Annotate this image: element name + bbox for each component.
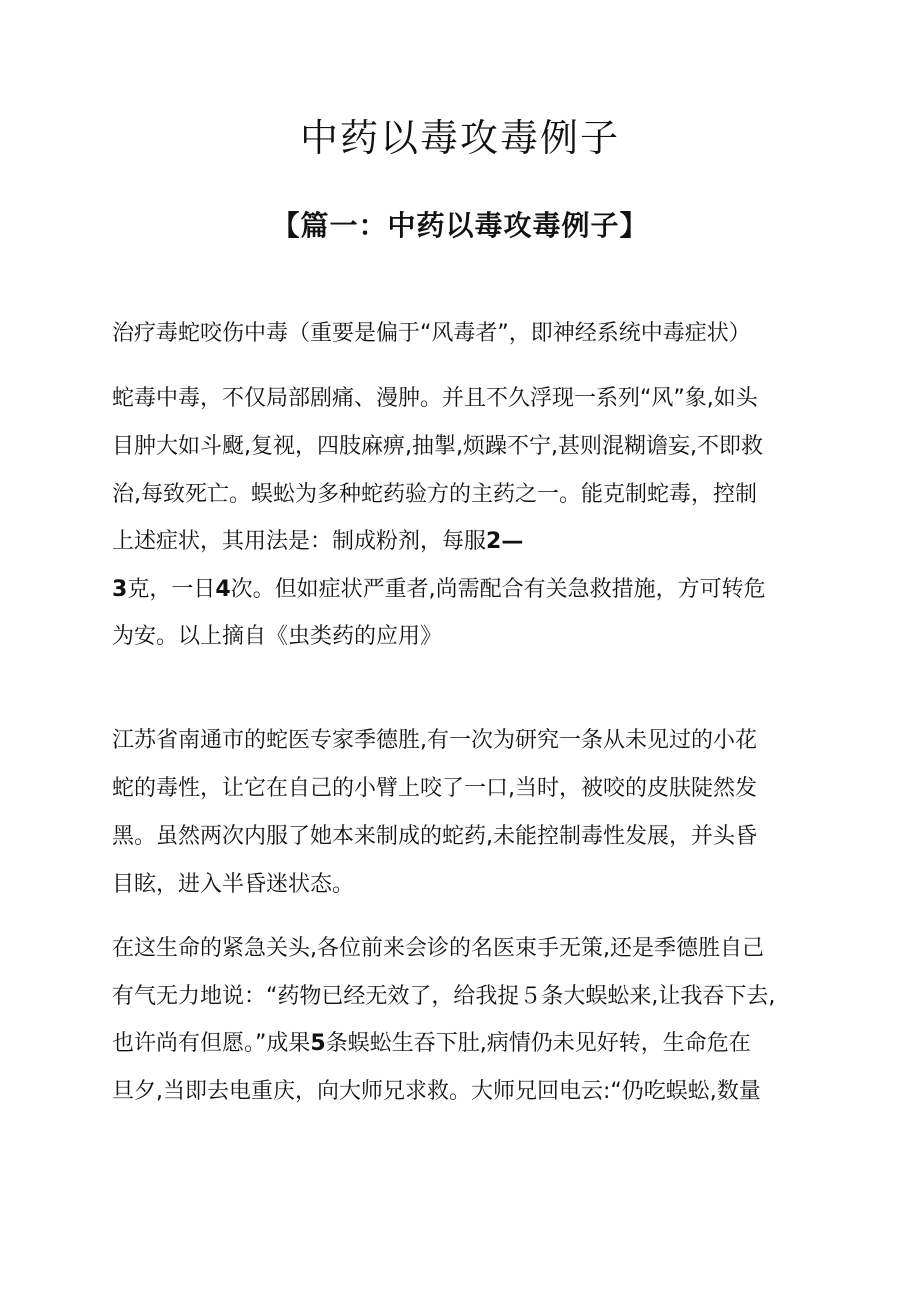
section-heading: 治疗毒蛇咬伤中毒（重要是偏于“风毒者”，即神经系统中毒症状）	[112, 321, 751, 346]
paragraph-line: 有气无力地说：“药物已经无效了，给我捉５条大蜈蚣来,让我吞下去,	[112, 984, 776, 1009]
dose-range: 2—	[486, 529, 524, 554]
paragraph-line	[112, 574, 766, 606]
paragraph-line: 目肿大如斗颬,复视，四肢麻痹,抽掣,烦躁不宁,甚则混糊谵妄,不即救	[112, 434, 763, 459]
text-run: 克，一日	[127, 577, 216, 602]
document-subtitle: 【篇一：中药以毒攻毒例子】	[271, 209, 649, 242]
dose-value: 3	[112, 577, 128, 602]
text-run: 上述症状，其用法是：制成粉剂，每服	[112, 529, 487, 554]
paragraph-line: 黑。虽然两次内服了她本来制成的蛇药,未能控制毒性发展，并头昏	[112, 824, 757, 849]
paragraph-line: 蛇的毒性，让它在自己的小臂上咬了一口,当时，被咬的皮肤陡然发	[112, 776, 757, 801]
text-run: 条蜈蚣生吞下肚,病情仍未见好转，生命危在	[325, 1031, 751, 1056]
centipede-count: 5	[310, 1031, 326, 1056]
text-run: 也许尚有但愿。”成果	[112, 1031, 311, 1056]
paragraph-line: 为安。以上摘自《虫类药的应用》	[112, 624, 443, 649]
paragraph-line: 江苏省南通市的蛇医专家季德胜,有一次为研究一条从未见过的小花	[112, 728, 757, 753]
paragraph-line: 蛇毒中毒，不仅局部剧痛、漫肿。并且不久浮现一系列“风”象,如头	[112, 386, 758, 411]
paragraph-line: 目眩，进入半昏迷状态。	[112, 872, 355, 897]
paragraph-line	[112, 1028, 751, 1060]
document-title: 中药以毒攻毒例子	[299, 116, 620, 160]
paragraph-line: 在这生命的紧急关头,各位前来会诊的名医束手无策,还是季德胜自己	[112, 936, 764, 961]
paragraph-line: 旦夕,当即去电重庆，向大师兄求救。大师兄回电云:“仍吃蜈蚣,数量	[112, 1079, 761, 1104]
paragraph-line: 治,每致死亡。蜈蚣为多种蛇药验方的主药之一。能克制蛇毒，控制	[112, 482, 757, 507]
text-run: 次。但如症状严重者,尚需配合有关急救措施，方可转危	[230, 577, 766, 602]
paragraph-line	[112, 526, 523, 558]
dose-count: 4	[215, 577, 231, 602]
